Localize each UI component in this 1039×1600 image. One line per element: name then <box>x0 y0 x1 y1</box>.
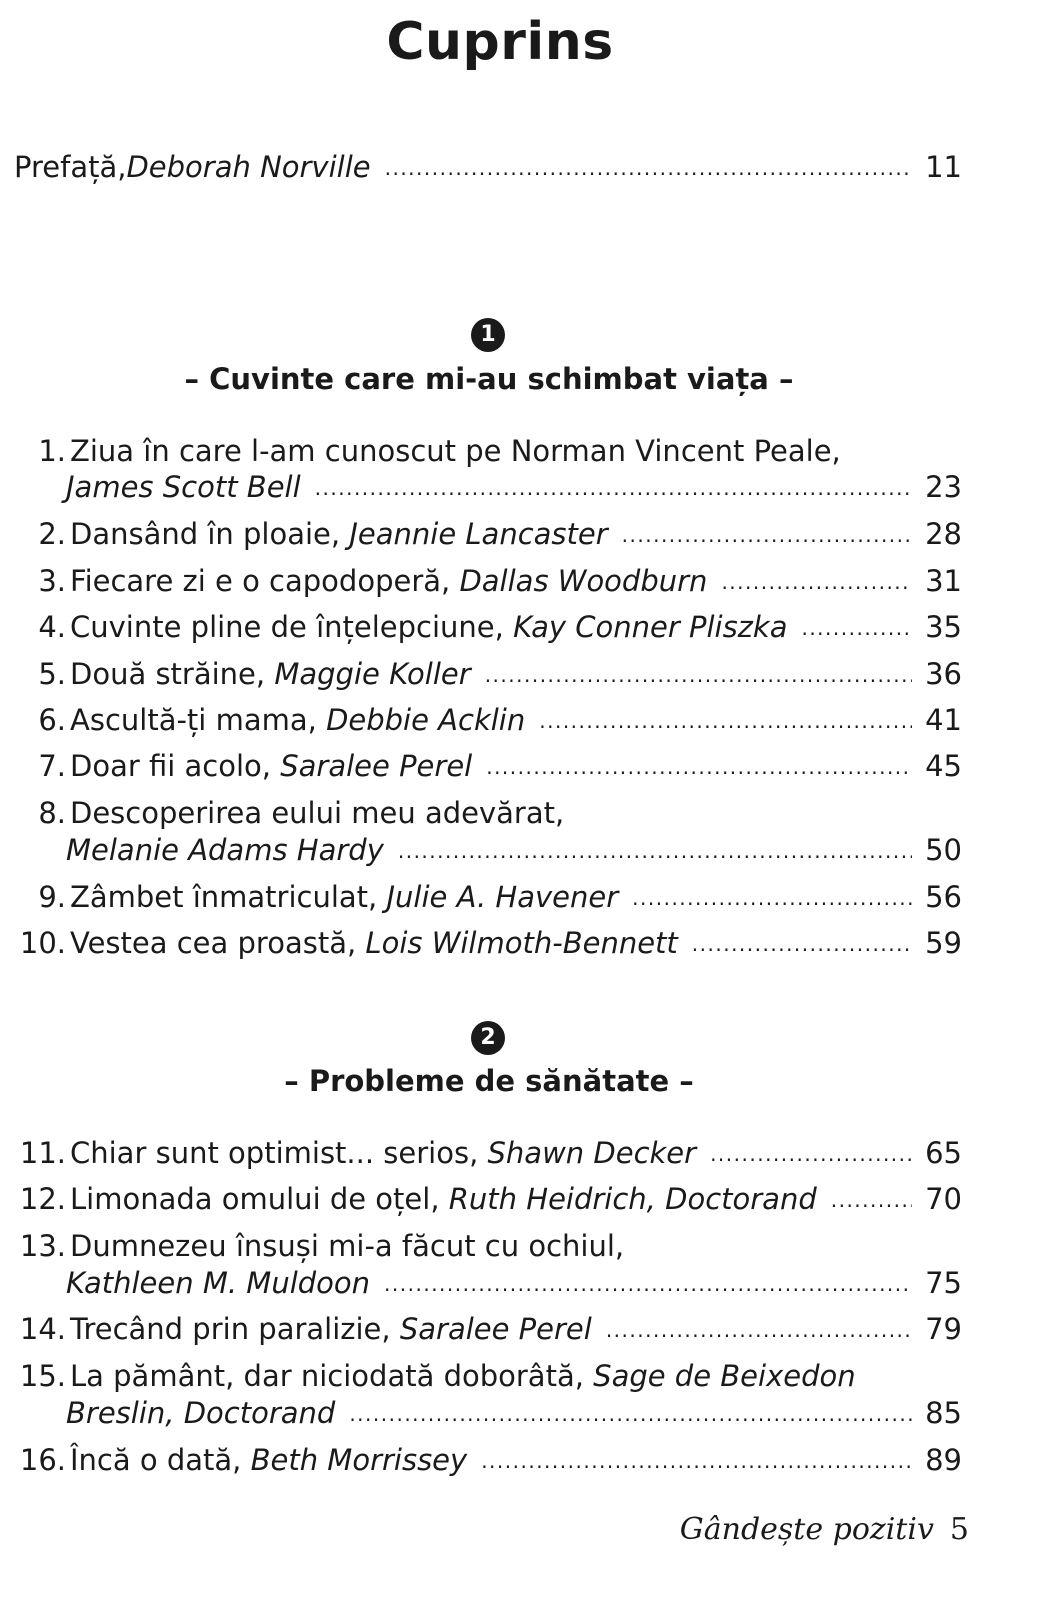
toc-entry-number: 5. <box>38 657 66 691</box>
toc-entry-number: 15. <box>19 1359 66 1393</box>
dot-leader <box>385 148 912 182</box>
toc-entry-page: 28 <box>925 517 962 551</box>
toc-entry-author: Kathleen M. Muldoon <box>66 1266 371 1300</box>
dot-leader <box>539 701 912 735</box>
toc-entry-number: 8. <box>38 796 66 830</box>
section-number-badge: 1 <box>471 318 505 352</box>
dot-leader <box>384 1264 912 1298</box>
toc-entry-number: 12. <box>19 1182 66 1216</box>
toc-entry-page: 23 <box>925 470 962 504</box>
section-title: – Cuvinte care mi-au schimbat viața – <box>184 362 794 396</box>
page-footer <box>680 1512 969 1547</box>
toc-entry-number: 7. <box>38 749 66 783</box>
toc-entry-page: 65 <box>925 1136 962 1170</box>
dot-leader <box>632 878 912 912</box>
dot-leader <box>606 1310 912 1344</box>
toc-entry-preface[interactable] <box>14 150 962 184</box>
toc-entry-title: Ascultă-ți mama, <box>70 703 327 737</box>
toc-entry-author: Saralee Perel <box>399 1312 592 1346</box>
toc-entry-number: 16. <box>19 1443 66 1477</box>
toc-entry[interactable] <box>14 517 962 551</box>
toc-entry-author: Debbie Acklin <box>326 703 526 737</box>
toc-entry[interactable] <box>14 1182 962 1216</box>
toc-entry-page: 11 <box>925 150 962 184</box>
dot-leader <box>315 468 912 502</box>
toc-entry[interactable] <box>14 610 962 644</box>
toc-entry-number: 9. <box>38 880 66 914</box>
toc-entry-author: Dallas Woodburn <box>459 564 708 598</box>
toc-entry[interactable] <box>14 796 962 830</box>
toc-entry[interactable] <box>14 1136 962 1170</box>
toc-entry-title: La pământ, dar niciodată doborâtă, <box>70 1359 594 1393</box>
toc-entry[interactable] <box>14 1312 962 1346</box>
toc-entry-title: Descoperirea eului meu adevărat, <box>70 796 565 830</box>
toc-entry[interactable] <box>14 564 962 598</box>
dot-leader <box>801 608 912 642</box>
footer-page-number: 5 <box>949 1512 969 1547</box>
dot-leader <box>486 747 912 781</box>
toc-entry-author: Saralee Perel <box>280 749 473 783</box>
toc-entry-page: 89 <box>925 1443 962 1477</box>
toc-entry-author-continued: Breslin, Doctorand <box>66 1396 336 1430</box>
toc-entry-title: Chiar sunt optimist... serios, <box>70 1136 488 1170</box>
toc-entry-number: 13. <box>19 1229 66 1263</box>
toc-entry-author: Kay Conner Pliszka <box>513 610 788 644</box>
toc-entry-title: Cuvinte pline de înțelepciune, <box>70 610 514 644</box>
toc-entry-page: 45 <box>925 749 962 783</box>
toc-entry-title: Prefață, <box>14 150 127 184</box>
toc-entry-author: Shawn Decker <box>487 1136 697 1170</box>
dot-leader <box>692 924 912 958</box>
toc-entry-continuation[interactable] <box>14 1266 962 1300</box>
footer-book-title: Gândește pozitiv <box>679 1512 934 1547</box>
toc-entry-number: 4. <box>38 610 66 644</box>
toc-entry-page: 36 <box>925 657 962 691</box>
toc-entry-number: 3. <box>38 564 66 598</box>
toc-entry-page: 85 <box>925 1396 962 1430</box>
toc-entry-number: 2. <box>38 517 66 551</box>
toc-entry[interactable] <box>14 1359 962 1393</box>
toc-entry-author: Beth Morrissey <box>250 1443 468 1477</box>
toc-entry-author: Julie A. Havener <box>386 880 619 914</box>
dot-leader <box>710 1134 912 1168</box>
dot-leader <box>721 562 912 596</box>
toc-entry-title: Dansând în ploaie, <box>70 517 350 551</box>
toc-entry-author: Jeannie Lancaster <box>349 517 608 551</box>
toc-entry-page: 35 <box>925 610 962 644</box>
section-number-badge: 2 <box>471 1021 505 1055</box>
toc-entry[interactable] <box>14 880 962 914</box>
toc-entry-page: 79 <box>925 1312 962 1346</box>
dot-leader <box>398 831 912 865</box>
dot-leader <box>349 1394 912 1428</box>
toc-entry[interactable] <box>14 703 962 737</box>
section-title: – Probleme de sănătate – <box>284 1064 694 1098</box>
toc-entry-continuation[interactable] <box>14 470 962 504</box>
page-title: Cuprins <box>386 12 614 72</box>
toc-entry-author: Lois Wilmoth-Bennett <box>365 926 678 960</box>
toc-entry-page: 50 <box>925 833 962 867</box>
toc-entry-page: 75 <box>925 1266 962 1300</box>
toc-entry[interactable] <box>14 1443 962 1477</box>
toc-entry-title: Fiecare zi e o capodoperă, <box>70 564 460 598</box>
toc-entry-author: Deborah Norville <box>126 150 371 184</box>
toc-entry-continuation[interactable] <box>14 833 962 867</box>
toc-entry-author: Sage de Beixedon <box>593 1359 856 1393</box>
dot-leader <box>622 515 912 549</box>
toc-entry-page: 41 <box>925 703 962 737</box>
toc-entry-page: 56 <box>925 880 962 914</box>
dot-leader <box>831 1180 912 1214</box>
toc-entry-title: Zâmbet înmatriculat, <box>70 880 387 914</box>
toc-entry[interactable] <box>14 434 962 468</box>
toc-entry-author: Ruth Heidrich, Doctorand <box>448 1182 817 1216</box>
toc-entry-title: Trecând prin paralizie, <box>70 1312 400 1346</box>
toc-entry-author: James Scott Bell <box>66 470 301 504</box>
toc-entry-title: Vestea cea proastă, <box>70 926 366 960</box>
toc-entry-author: Maggie Koller <box>274 657 471 691</box>
toc-entry-author: Melanie Adams Hardy <box>66 833 384 867</box>
toc-entry-title: Două străine, <box>70 657 275 691</box>
dot-leader <box>485 655 912 689</box>
toc-entry-title: Doar fii acolo, <box>70 749 281 783</box>
toc-entry-number: 10. <box>19 926 66 960</box>
toc-entry[interactable] <box>14 1229 962 1263</box>
toc-entry-number: 11. <box>19 1136 66 1170</box>
toc-entry-number: 1. <box>38 434 66 468</box>
toc-entry[interactable] <box>14 749 962 783</box>
dot-leader <box>481 1441 912 1475</box>
toc-entry-title: Încă o dată, <box>70 1443 251 1477</box>
toc-entry-title: Limonada omului de oțel, <box>70 1182 449 1216</box>
toc-entry-number: 6. <box>38 703 66 737</box>
toc-entry-title: Dumnezeu însuși mi-a făcut cu ochiul, <box>70 1229 625 1263</box>
toc-entry-page: 59 <box>925 926 962 960</box>
toc-entry[interactable] <box>14 926 962 960</box>
toc-entry-title: Ziua în care l-am cunoscut pe Norman Vincent Peale, <box>70 434 841 468</box>
toc-entry-continuation[interactable] <box>14 1396 962 1430</box>
toc-entry-page: 31 <box>925 564 962 598</box>
toc-entry-number: 14. <box>19 1312 66 1346</box>
toc-entry-page: 70 <box>925 1182 962 1216</box>
toc-entry[interactable] <box>14 657 962 691</box>
